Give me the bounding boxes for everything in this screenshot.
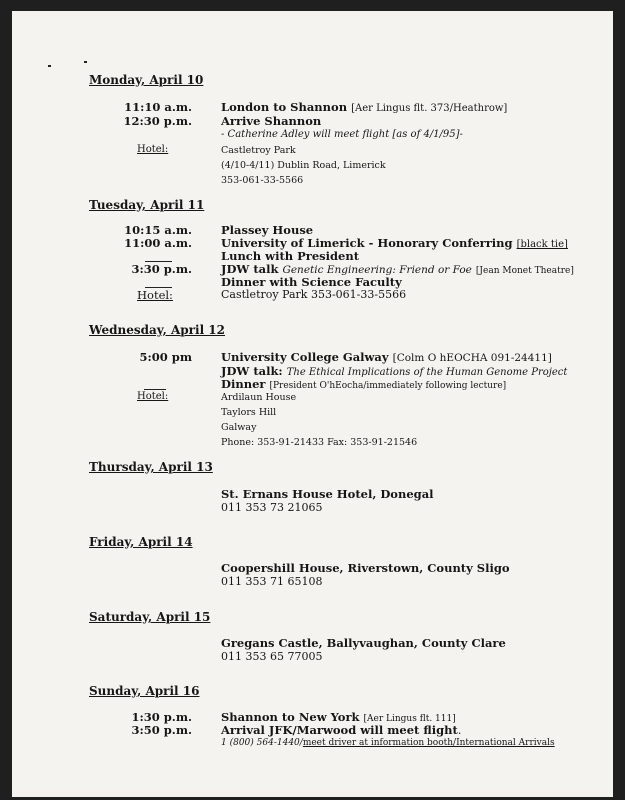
event-note: - Catherine Adley will meet flight [as of 4/1/95]- [221, 129, 463, 140]
event-note: [Aer Lingus flt. 373/Heathrow] [351, 103, 508, 114]
hotel-phone: 011 353 73 21065 [221, 501, 323, 514]
hotel-line: 353-061-33-5566 [221, 175, 304, 186]
hotel-line: Galway [221, 422, 257, 433]
event-title: Lunch with President [221, 249, 360, 263]
hotel-line: Castletroy Park 353-061-33-5566 [221, 288, 407, 301]
hotel-name: Gregans Castle, Ballyvaughan, County Clare [221, 636, 506, 650]
time: 11:00 a.m. [124, 236, 192, 250]
talk-title: Genetic Engineering: Friend or Foe [282, 264, 472, 276]
event [221, 100, 507, 114]
event-title: University College Galway [221, 350, 389, 364]
time: 10:15 a.m. [124, 223, 192, 237]
document-page [12, 11, 613, 797]
event [221, 262, 574, 276]
event-note: [President O'hEocha/immediately following lecture] [269, 381, 507, 391]
time: 3:30 p.m. [131, 262, 192, 276]
event-note: [Aer Lingus flt. 111] [363, 714, 456, 724]
time: 3:50 p.m. [131, 723, 192, 737]
event-title: Shannon to New York [221, 710, 360, 724]
event-title: JDW talk [221, 262, 279, 276]
event-title: Dinner with Science Faculty [221, 275, 402, 289]
day-heading-wednesday: Wednesday, April 12 [89, 323, 226, 337]
day-heading-thursday: Thursday, April 13 [89, 460, 213, 474]
time: 1:30 p.m. [131, 710, 192, 724]
hotel-line: Castletroy Park [221, 145, 296, 156]
time: 5:00 pm [139, 350, 192, 364]
hotel-name: St. Ernans House Hotel, Donegal [221, 487, 434, 501]
event [221, 364, 567, 378]
event [221, 710, 456, 724]
event [221, 377, 506, 391]
event-title: Dinner [221, 377, 266, 391]
hotel-label: Hotel: [137, 144, 169, 155]
event-title: Arrival JFK/Marwood will meet flight [221, 723, 458, 737]
day-heading-tuesday: Tuesday, April 11 [89, 198, 205, 212]
hotel-line: Ardilaun House [221, 392, 297, 403]
time: 11:10 a.m. [124, 100, 192, 114]
event-title: JDW talk: [221, 364, 283, 378]
hotel-label: Hotel: [137, 391, 169, 402]
event-title: University of Limerick - Honorary Conferring [221, 236, 513, 250]
hotel-name: Coopershill House, Riverstown, County Sligo [221, 561, 510, 575]
event-note: [black tie] [516, 239, 568, 250]
day-heading-saturday: Saturday, April 15 [89, 610, 211, 624]
hotel-phone: 011 353 65 77005 [221, 650, 323, 663]
event-title-end: . [457, 724, 462, 737]
stray-mark [84, 61, 87, 63]
event-note-phone: 1 (800) 564-1440/ [221, 738, 303, 748]
event-note: [Jean Monet Theatre] [475, 266, 574, 276]
event-title: Plassey House [221, 223, 314, 237]
talk-title: The Ethical Implications of the Human Genome Project [286, 367, 568, 378]
event-note-text: meet driver at information booth/International Arrivals [302, 738, 555, 748]
time: 12:30 p.m. [123, 114, 192, 128]
event [221, 236, 568, 250]
stray-mark [48, 65, 51, 67]
event-title: Arrive Shannon [221, 114, 322, 128]
day-heading-friday: Friday, April 14 [89, 535, 193, 549]
time-blank-line [144, 389, 166, 390]
day-heading-monday: Monday, April 10 [89, 73, 204, 87]
event-note [221, 738, 555, 748]
event [221, 723, 461, 737]
event [221, 350, 552, 364]
day-heading-sunday: Sunday, April 16 [89, 684, 200, 698]
hotel-line: Taylors Hill [221, 407, 277, 418]
hotel-line: Phone: 353-91-21433 Fax: 353-91-21546 [221, 437, 418, 448]
hotel-line: (4/10-4/11) Dublin Road, Limerick [221, 160, 386, 171]
hotel-phone: 011 353 71 65108 [221, 575, 323, 588]
hotel-label: Hotel: [137, 288, 173, 302]
event-title: London to Shannon [221, 100, 348, 114]
event-note: [Colm O hEOCHA 091-24411] [392, 352, 552, 364]
